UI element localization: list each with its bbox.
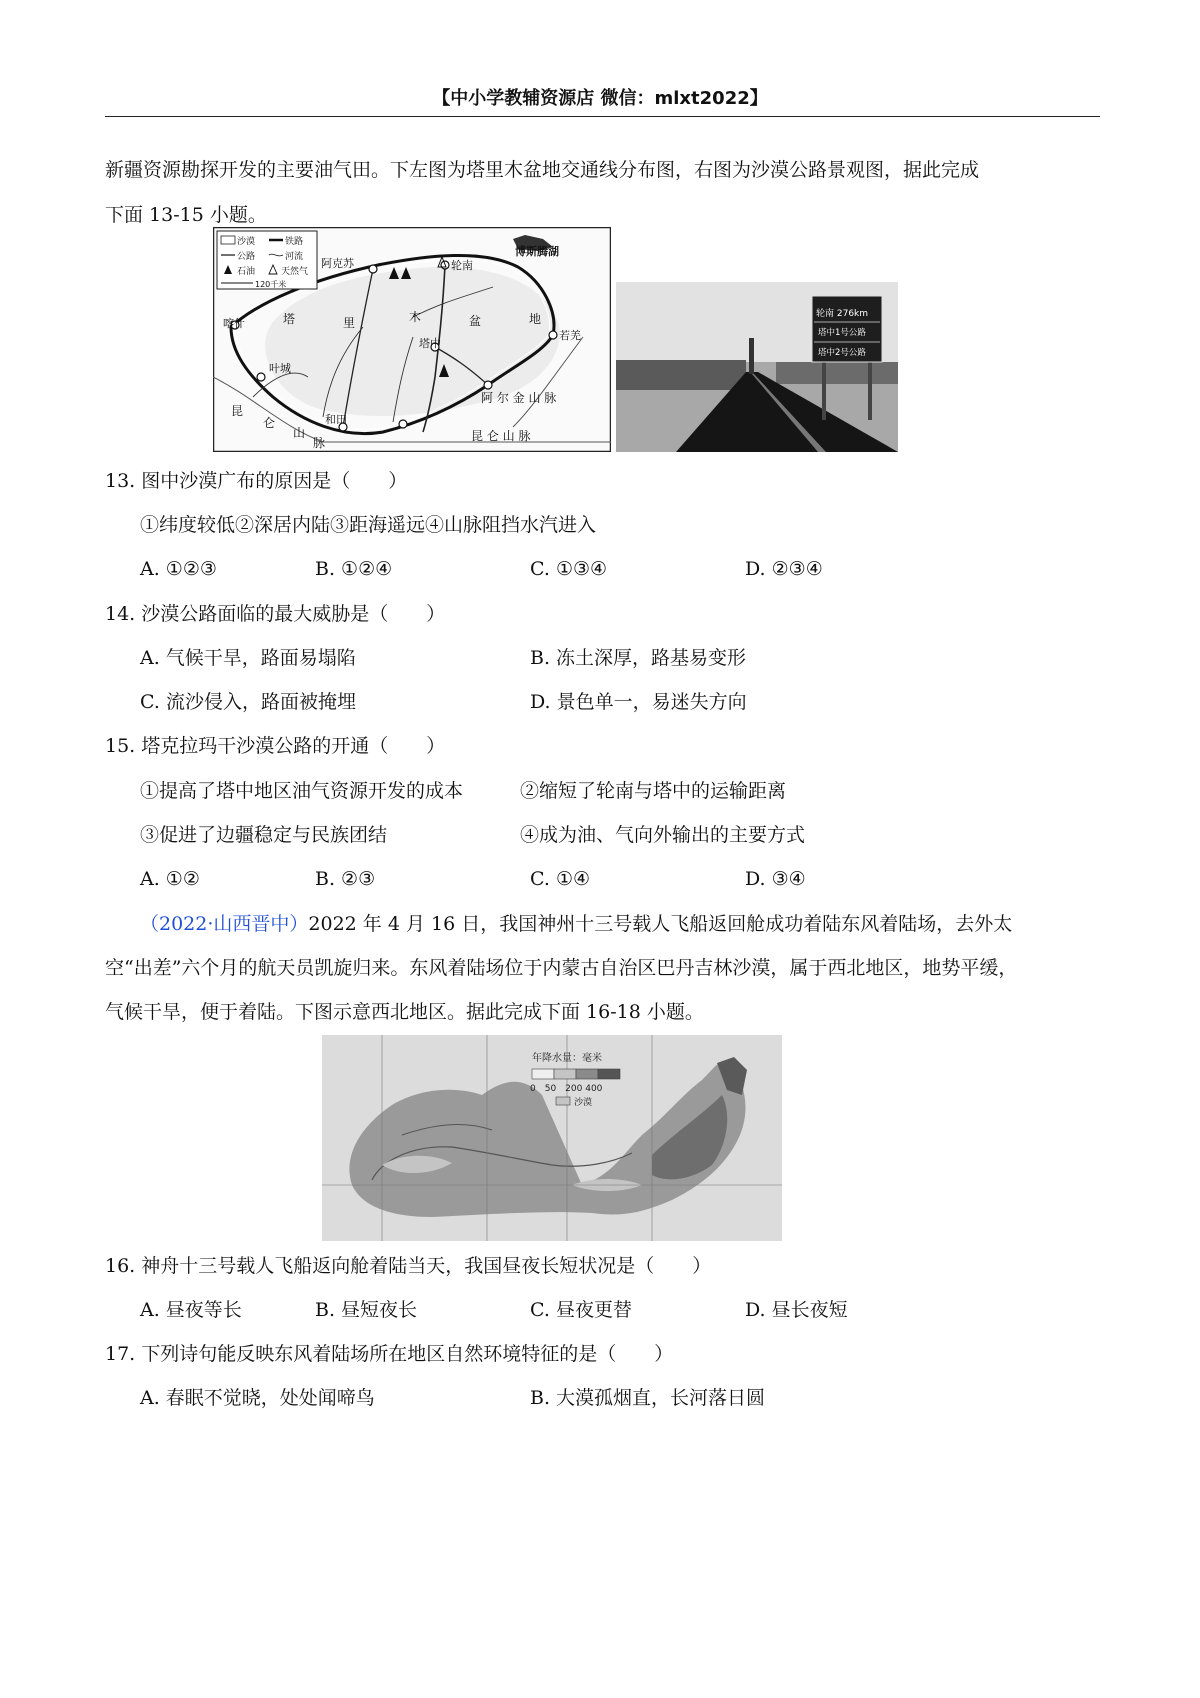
intro-dongfeng-line2: 空“出差”六个月的航天员凯旋归来。东风着陆场位于内蒙古自治区巴丹吉林沙漠，属于西北地区，地势平缓， [105,957,1018,979]
kunlun-west-char-3: 山 [293,426,306,440]
q15-stem: 15. 塔克拉玛干沙漠公路的开通（ ） [105,735,446,757]
q14-stem: 14. 沙漠公路面临的最大威胁是（ ） [105,603,446,625]
label-kashgar: 喀什 [223,317,245,330]
q14-option-c: C. 流沙侵入，路面被掩埋 [140,691,356,713]
legend-oil: 石油 [237,267,256,277]
q15-statement-2: ②缩短了轮南与塔中的运输距离 [520,780,787,802]
sign-line3: 塔中2号公路 [818,348,866,358]
basin-char-1: 塔 [283,312,296,326]
q13-stem: 13. 图中沙漠广布的原因是（ ） [105,470,408,492]
northwest-china-map [322,1035,782,1241]
sign-line1: 轮南 276km [816,309,869,319]
q13-option-c: C. ①③④ [530,558,608,580]
q17-option-a: A. 春眠不觉晓，处处闻啼鸟 [140,1387,375,1409]
q15-statement-1: ①提高了塔中地区油气资源开发的成本 [140,780,464,802]
source-citation: （2022·山西晋中） [140,913,309,935]
precip-legend-title: 年降水量：毫米 [532,1053,602,1064]
q14-option-b: B. 冻土深厚，路基易变形 [530,647,747,669]
basin-char-4: 盆 [469,314,482,328]
kunlun-west-char-2: 仑 [263,416,276,430]
legend-river: 河流 [285,252,304,262]
intro-dongfeng-line3: 气候干旱，便于着陆。下图示意西北地区。据此完成下面 16-18 小题。 [105,1001,704,1023]
kunlun-west-char-4: 脉 [313,436,326,450]
intro-tarim-line2: 下面 13-15 小题。 [105,204,267,226]
basin-char-5: 地 [529,312,542,326]
q15-option-c: C. ①④ [530,868,591,890]
q15-statement-4: ④成为油、气向外输出的主要方式 [520,824,806,846]
intro-tarim-line1: 新疆资源勘探开发的主要油气田。下左图为塔里木盆地交通线分布图，右图为沙漠公路景观图，据此完成 [105,159,980,181]
legend-highway: 公路 [237,252,256,262]
q15-statement-3: ③促进了边疆稳定与民族团结 [140,824,388,846]
legend-railway: 铁路 [285,237,304,247]
label-yecheng: 叶城 [269,362,291,375]
q14-option-a: A. 气候干旱，路面易塌陷 [140,647,356,669]
intro-dongfeng-line1-text: 2022 年 4 月 16 日，我国神州十三号载人飞船返回舱成功着陆东风着陆场，去外太 [308,913,1013,935]
label-bosten: 博斯腾湖 [515,245,559,258]
label-ruoqiang: 若羌 [559,329,581,342]
legend-gas: 天然气 [281,267,309,277]
basin-char-3: 木 [409,310,422,324]
kunlun-west-char-1: 昆 [231,404,244,418]
legend-desert-nw: 沙漠 [574,1098,593,1108]
q13-option-b: B. ①②④ [315,558,393,580]
basin-char-2: 里 [343,316,356,330]
label-aksu: 阿克苏 [321,257,354,270]
q13-option-a: A. ①②③ [140,558,217,580]
label-lunnan: 轮南 [451,259,473,272]
header-divider [105,116,1100,117]
sign-line2: 塔中1号公路 [818,328,866,338]
q15-option-a: A. ①② [140,868,200,890]
precip-legend-ticks: 0 50 200 400 [530,1084,603,1094]
q15-option-b: B. ②③ [315,868,376,890]
q17-option-b: B. 大漠孤烟直，长河落日圆 [530,1387,766,1409]
q16-stem: 16. 神舟十三号载人飞船返向舱着陆当天，我国昼夜长短状况是（ ） [105,1255,712,1277]
q16-option-a: A. 昼夜等长 [140,1299,242,1321]
q13-option-d: D. ②③④ [745,558,823,580]
q13-statement: ①纬度较低②深居内陆③距海遥远④山脉阻挡水汽进入 [140,514,597,536]
label-altun: 阿 尔 金 山 脉 [481,391,557,405]
label-kunlun-south: 昆 仑 山 脉 [471,429,531,443]
q16-option-d: D. 昼长夜短 [745,1299,848,1321]
intro-dongfeng-line1 [140,912,1012,936]
tarim-basin-map [213,227,611,452]
desert-road-photo [616,282,898,452]
q14-option-d: D. 景色单一，易迷失方向 [530,691,747,713]
page-header: 【中小学教辅资源店 微信：mlxt2022】 [432,88,768,109]
legend-desert: 沙漠 [237,237,256,247]
label-tazhong: 塔中 [419,337,441,350]
label-hotan: 和田 [325,413,347,426]
q17-stem: 17. 下列诗句能反映东风着陆场所在地区自然环境特征的是（ ） [105,1343,674,1365]
q16-option-c: C. 昼夜更替 [530,1299,632,1321]
q15-option-d: D. ③④ [745,868,806,890]
legend-scale: 120千米 [255,280,287,289]
q16-option-b: B. 昼短夜长 [315,1299,418,1321]
